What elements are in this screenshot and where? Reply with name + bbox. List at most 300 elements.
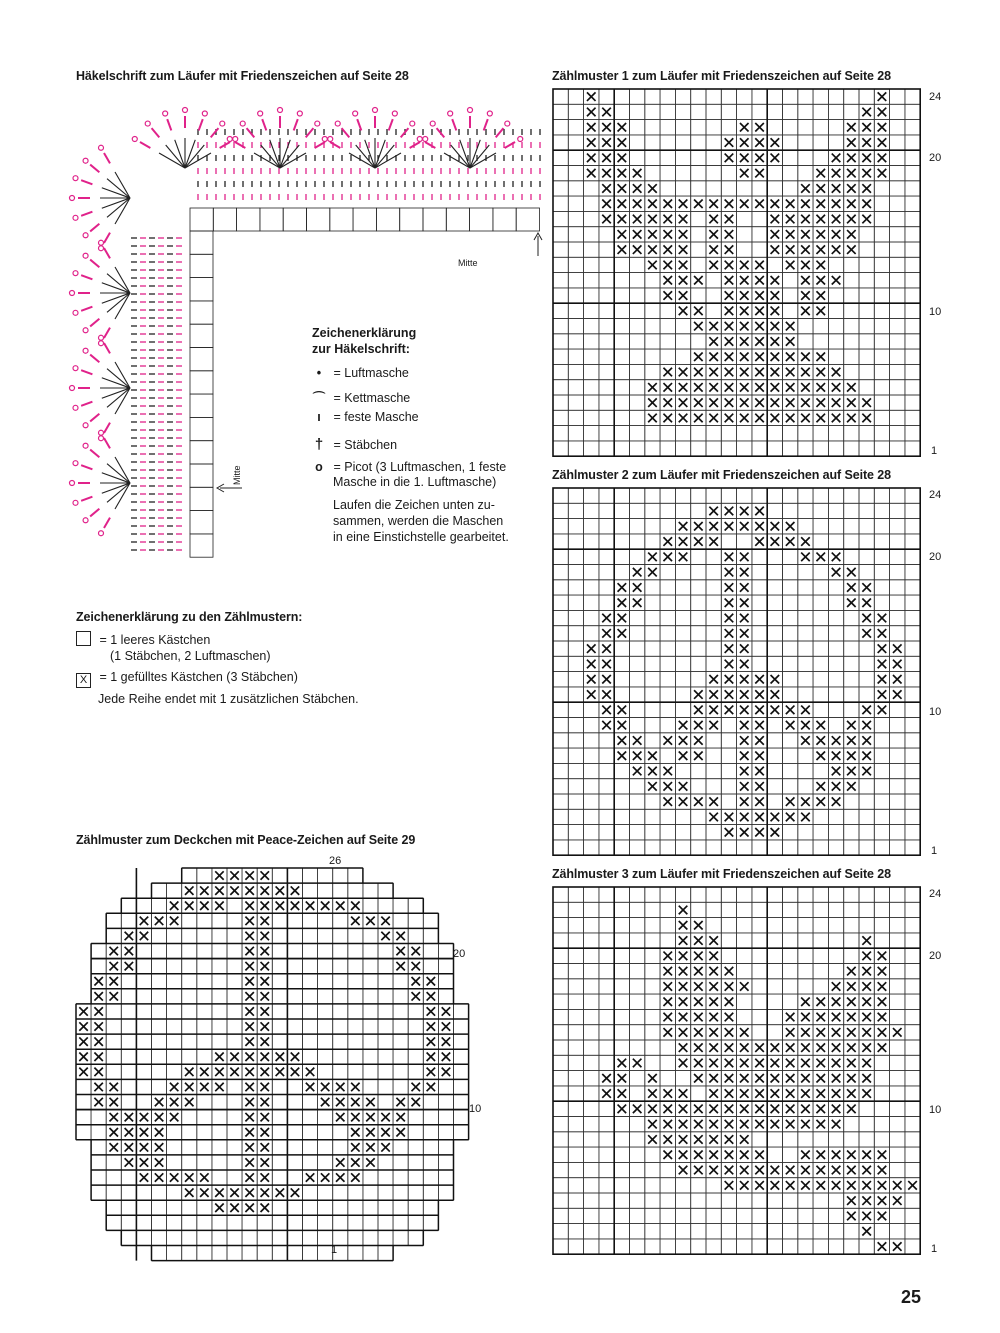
grid-cell [798,656,813,671]
grid-cell [584,1208,599,1223]
grid-cell [737,964,752,979]
grid-cell [721,534,736,549]
grid-cell [828,503,843,518]
grid-cell [614,1117,629,1132]
filled-cell-x [618,154,627,163]
grid-cell [152,1004,167,1019]
filled-cell-x [786,1181,795,1190]
grid-cell [859,380,874,395]
filled-cell-x [663,398,672,407]
grid-cell [614,104,629,119]
grid-cell [721,948,736,963]
filled-cell-x [801,184,810,193]
grid-cell [568,211,583,226]
grid-cell [333,1215,348,1230]
grid-cell [798,979,813,994]
grid-cell [844,918,859,933]
grid-cell [905,1208,920,1223]
filled-cell-x [771,368,780,377]
filled-cell-x [709,337,718,346]
fan-stitch-outer [342,128,350,137]
chart1-label-20: 20 [929,152,942,164]
filled-cell-x [816,1059,825,1068]
grid-cell [408,1034,423,1049]
grid-cell [303,974,318,989]
grid-cell [568,166,583,181]
grid-cell [874,1101,889,1116]
filled-cell-x [832,751,841,760]
grid-cell [844,503,859,518]
filled-cell-x [230,1053,238,1061]
grid-cell [568,840,583,855]
grid-cell [859,565,874,580]
grid-cell [454,1095,469,1110]
grid-cell [890,933,905,948]
fan-stitch [107,293,130,312]
filled-cell-x [618,184,627,193]
grid-cell [303,1246,318,1261]
grid-cell [767,933,782,948]
grid-cell [752,1208,767,1223]
grid-cell [706,565,721,580]
grid-cell [767,902,782,917]
grid-cell [798,1224,813,1239]
filled-cell-x [847,1028,856,1037]
grid-cell [737,211,752,226]
grid-cell [287,1095,302,1110]
grid-cell [614,319,629,334]
grid-cell [859,89,874,104]
grid-cell [721,779,736,794]
grid-cell [645,595,660,610]
filled-cell-x [125,1128,133,1136]
grid-cell [905,687,920,702]
filled-cell-x [862,1074,871,1083]
grid-cell [691,840,706,855]
grid-cell [568,1239,583,1254]
picot-mark [73,176,78,181]
grid-cell [660,1178,675,1193]
grid-cell [553,1040,568,1055]
grid-cell [813,672,828,687]
fan-stitch [107,483,130,502]
grid-cell [828,319,843,334]
grid-cell [905,273,920,288]
filled-cell-x [215,902,223,910]
grid-cell [752,181,767,196]
grid-cell [614,840,629,855]
filled-cell-x [816,184,825,193]
grid-cell [813,840,828,855]
grid-cell [287,989,302,1004]
grid-cell [318,1200,333,1215]
grid-cell [737,181,752,196]
filled-cell-x [847,230,856,239]
filled-cell-x [694,1150,703,1159]
filled-cell-x [261,1128,269,1136]
filled-cell-x [648,383,657,392]
filled-cell-x [200,1173,208,1181]
filled-cell-x [694,1135,703,1144]
filled-cell-x [801,307,810,316]
grid-cell [767,580,782,595]
grid-cell [890,488,905,503]
grid-cell [752,104,767,119]
grid-cell [212,1004,227,1019]
grid-cell [423,1095,438,1110]
grid-cell [874,257,889,272]
grid-cell [767,104,782,119]
fan-stitch [375,140,385,168]
filled-cell-x [602,154,611,163]
fan-stitch-outer [496,128,504,137]
grid-cell [630,1193,645,1208]
grid-cell [660,1040,675,1055]
grid-cell [91,1110,106,1125]
grid-cell [905,488,920,503]
filled-cell-x [725,261,734,270]
filled-cell-x [648,398,657,407]
grid-cell [152,1185,167,1200]
grid-cell [121,1170,136,1185]
fan-stitch-outer [211,128,219,137]
grid-cell [167,1246,182,1261]
grid-cell [630,933,645,948]
grid-cell [333,1125,348,1140]
filled-cell-x [847,967,856,976]
filled-cell-x [878,997,887,1006]
grid-cell [333,974,348,989]
filled-cell-x [694,936,703,945]
grid-cell [584,918,599,933]
grid-cell [752,656,767,671]
filled-cell-x [618,598,627,607]
grid-cell [584,1162,599,1177]
filled-cell-x [663,245,672,254]
grid-cell [859,488,874,503]
filled-cell-x [878,675,887,684]
filled-cell-x [170,1113,178,1121]
grid-cell [905,1162,920,1177]
grid-cell [844,519,859,534]
grid-cell [890,89,905,104]
grid-cell [844,1117,859,1132]
picot-mark [83,443,88,448]
base-cell [190,464,213,487]
grid-cell [691,166,706,181]
grid-cell [874,902,889,917]
grid-cell [568,626,583,641]
grid-cell [614,503,629,518]
filled-cell-x [801,291,810,300]
grid-cell [599,273,614,288]
grid-cell [363,959,378,974]
mitte-side-label: Mitte [232,465,242,485]
grid-cell [721,1239,736,1254]
grid-cell [798,948,813,963]
grid-cell [752,933,767,948]
filled-cell-x [709,1043,718,1052]
filled-box-icon: X [76,673,91,688]
filled-cell-x [602,721,611,730]
filled-cell-x [276,1053,284,1061]
fan-stitch-outer [81,370,92,374]
filled-cell-x [679,1043,688,1052]
grid-cell [645,687,660,702]
grid-cell [645,1009,660,1024]
grid-cell [568,994,583,1009]
grid-cell [844,488,859,503]
grid-cell [783,303,798,318]
grid-cell [614,779,629,794]
grid-cell [318,989,333,1004]
grid-cell [599,334,614,349]
grid-cell [844,933,859,948]
empty-box-icon [76,631,91,646]
filled-cell-x [170,1098,178,1106]
grid-cell [212,974,227,989]
fan-stitch-outer [410,142,420,148]
filled-cell-x [786,706,795,715]
filled-cell-x [679,522,688,531]
grid-cell [660,748,675,763]
grid-cell [568,1162,583,1177]
filled-cell-x [801,1089,810,1098]
picot-mark [99,240,104,245]
grid-cell [844,334,859,349]
chart2-label-1: 1 [931,845,938,857]
filled-cell-x [679,383,688,392]
base-cell [190,231,213,254]
grid-cell [905,441,920,456]
grid-cell [614,656,629,671]
grid-cell [767,1009,782,1024]
filled-cell-x [306,1173,314,1181]
filled-cell-x [663,276,672,285]
grid-cell [767,948,782,963]
grid-cell [783,89,798,104]
filled-cell-x [740,629,749,638]
filled-cell-x [602,169,611,178]
grid-cell [767,1239,782,1254]
grid-cell [584,1132,599,1147]
grid-cell [318,1034,333,1049]
grid-cell [645,135,660,150]
filled-cell-x [862,199,871,208]
grid-cell [645,1239,660,1254]
filled-cell-x [847,1074,856,1083]
fan-stitch-outer [81,275,92,279]
filled-cell-x [709,1013,718,1022]
grid-cell [408,1019,423,1034]
grid-cell [287,1079,302,1094]
grid-cell [584,1117,599,1132]
filled-cell-x [801,1043,810,1052]
grid-cell [553,549,568,564]
grid-cell [553,610,568,625]
grid-cell [828,334,843,349]
grid-cell [363,1215,378,1230]
grid-cell [348,1230,363,1245]
filled-cell-x [878,1242,887,1251]
grid-cell [553,887,568,902]
filled-cell-x [740,414,749,423]
grid-cell [553,319,568,334]
grid-cell [890,964,905,979]
grid-cell [905,395,920,410]
grid-cell [333,1004,348,1019]
filled-cell-x [755,337,764,346]
grid-cell [197,1034,212,1049]
grid-cell [630,503,645,518]
filled-cell-x [740,675,749,684]
grid-cell [630,150,645,165]
filled-cell-x [679,751,688,760]
grid-cell [645,902,660,917]
grid-cell [706,840,721,855]
grid-cell [584,964,599,979]
filled-cell-x [725,368,734,377]
grid-cell [408,898,423,913]
grid-cell [568,809,583,824]
filled-cell-x [862,108,871,117]
fan-stitch [115,483,130,509]
filled-cells [602,906,917,1251]
filled-cell-x [725,245,734,254]
filled-cell-x [832,215,841,224]
grid-cell [905,104,920,119]
filled-cell-x [801,230,810,239]
grid-cell [675,809,690,824]
grid-cell [813,656,828,671]
filled-cell-x [442,1007,450,1015]
picot-mark [220,121,225,126]
filled-cell-x [832,1089,841,1098]
grid-cell [553,410,568,425]
fan-stitch-outer [306,128,314,137]
filled-cell-x [816,230,825,239]
filled-cell-x [755,690,764,699]
filled-cell-x [155,1173,163,1181]
filled-cell-x [709,813,718,822]
grid-cell [553,441,568,456]
filled-cell-x [245,1158,253,1166]
grid-cell [303,1049,318,1064]
grid-cell [783,580,798,595]
grid-cell [614,672,629,687]
filled-cell-x [709,368,718,377]
grid-cell [287,868,302,883]
grid-cell [721,166,736,181]
grid-cell [423,1185,438,1200]
filled-cell-x [381,917,389,925]
grid-cell [890,918,905,933]
filled-cell-x [771,1105,780,1114]
filled-cell-x [847,1105,856,1114]
grid-cell [859,288,874,303]
grid-cell [752,964,767,979]
grid-cell [691,181,706,196]
grid-cell [167,989,182,1004]
filled-cell-x [862,1150,871,1159]
filled-cell-x [663,736,672,745]
filled-cell-x [740,767,749,776]
picot-mark [417,137,422,142]
filled-cell-x [261,977,269,985]
grid-cell [333,1034,348,1049]
grid-cell [553,1224,568,1239]
filled-cell-x [396,1128,404,1136]
grid-cell [905,702,920,717]
filled-cell-x [862,721,871,730]
filled-cell-x [663,952,672,961]
filled-cell-x [740,1028,749,1037]
grid-cell [813,610,828,625]
grid-cell [568,1086,583,1101]
base-cell [330,208,353,231]
grid-cell [568,273,583,288]
picot-mark [278,108,283,113]
filled-cell-x [245,1113,253,1121]
grid-cell [182,1019,197,1034]
fan-stitch [115,362,130,388]
grid-cell [584,580,599,595]
fan-stitch [115,457,130,483]
filled-cell-x [663,1089,672,1098]
grid-cell [614,519,629,534]
grid-cell [182,1004,197,1019]
grid-cell [227,1155,242,1170]
filled-cell-x [725,322,734,331]
filled-cell-x [740,337,749,346]
chart3-label-20: 20 [929,950,942,962]
filled-cell-x [816,398,825,407]
grid-cell [767,994,782,1009]
fan-stitch [115,172,130,198]
filled-cell-x [110,1098,118,1106]
filled-cell-x [755,736,764,745]
grid-cell [584,718,599,733]
grid-cell [660,933,675,948]
grid-cell [706,181,721,196]
grid-cell [691,626,706,641]
filled-cell-x [679,1105,688,1114]
grid-cell [767,641,782,656]
grid-cell [454,1079,469,1094]
grid-cell [378,974,393,989]
filled-cell-x [245,1204,253,1212]
grid-cell [227,1215,242,1230]
grid-cell [363,1230,378,1245]
filled-cell-x [832,154,841,163]
fan-stitch-outer [81,307,92,311]
grid-cell [408,1155,423,1170]
grid-cell [393,1200,408,1215]
filled-cell-x [771,199,780,208]
grid-cell [691,672,706,687]
filled-cell-x [725,383,734,392]
filled-cell-x [618,736,627,745]
grid-cell [767,626,782,641]
filled-cell-x [786,1120,795,1129]
grid-cell [568,779,583,794]
grid-cell [675,1224,690,1239]
grid-cell [844,626,859,641]
grid-cell [197,944,212,959]
grid-cell [568,334,583,349]
grid-cell [197,1230,212,1245]
filled-cell-x [245,977,253,985]
